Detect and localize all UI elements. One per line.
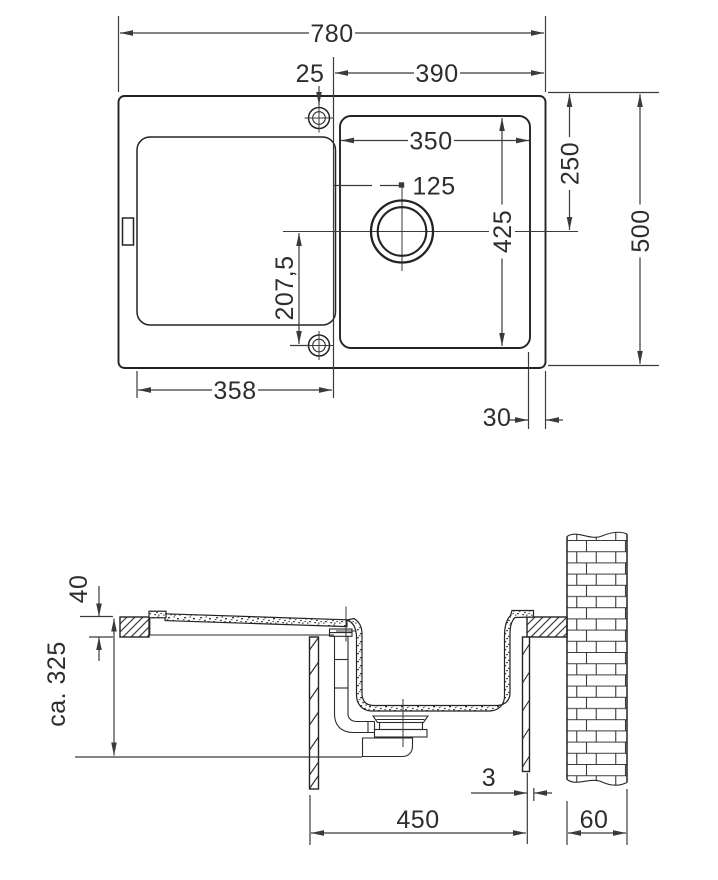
dim-tap-offset-label: 25 bbox=[295, 60, 325, 88]
dim-drain-to-tap bbox=[271, 233, 311, 346]
dim-wall-thickness-label: 60 bbox=[579, 806, 609, 834]
dim-cabinet-depth bbox=[310, 795, 526, 845]
dim-overall-width-label: 780 bbox=[310, 20, 354, 48]
dim-overall-width bbox=[120, 20, 544, 48]
countertop-section-right bbox=[527, 617, 567, 637]
section-view bbox=[43, 532, 627, 845]
dim-drainboard-width-label: 358 bbox=[213, 377, 257, 405]
dim-wall-gap bbox=[471, 764, 552, 844]
dim-bowl-width-label: 350 bbox=[409, 127, 453, 156]
dim-wall-thickness bbox=[567, 789, 627, 845]
dim-bowl-length bbox=[489, 118, 517, 346]
dim-counter-thickness bbox=[65, 575, 113, 661]
sink-deck-section bbox=[165, 614, 347, 627]
dim-drain-offset-label: 125 bbox=[412, 172, 456, 201]
dim-edge-gap bbox=[483, 404, 563, 432]
dim-top-to-drain-label: 250 bbox=[556, 141, 585, 186]
dim-bowl-length-label: 425 bbox=[489, 209, 517, 254]
dim-install-height-label: ca. 325 bbox=[43, 641, 71, 727]
tap-hole-top bbox=[305, 104, 334, 133]
bowl-section bbox=[347, 611, 534, 712]
cabinet-panel-right bbox=[523, 637, 530, 772]
dim-overall-depth-label: 500 bbox=[627, 209, 655, 253]
dim-drainboard-width bbox=[138, 377, 332, 405]
dim-install-height bbox=[43, 619, 114, 756]
drainboard-edge-tab bbox=[123, 218, 134, 245]
dim-overall-depth bbox=[627, 94, 655, 364]
overflow-pipe bbox=[330, 629, 375, 733]
dim-tap-offset bbox=[296, 60, 325, 105]
dim-counter-thickness-label: 40 bbox=[65, 574, 93, 604]
dim-edge-gap-label: 30 bbox=[482, 404, 512, 432]
dim-drain-to-tap-label: 207,5 bbox=[271, 255, 299, 321]
dim-drain-offset bbox=[334, 173, 456, 201]
dim-bowl-width bbox=[341, 128, 529, 156]
dim-right-width-label: 390 bbox=[415, 60, 459, 88]
dim-wall-gap-label: 3 bbox=[481, 764, 497, 792]
brick-wall bbox=[567, 532, 627, 785]
drain-trap-body bbox=[363, 738, 413, 757]
sink-rim-left bbox=[149, 611, 166, 618]
countertop-section-left bbox=[120, 617, 149, 637]
dim-right-width bbox=[335, 60, 544, 88]
dim-top-to-drain bbox=[557, 94, 585, 230]
cabinet-panel-left bbox=[310, 637, 319, 789]
dim-cabinet-depth-label: 450 bbox=[396, 806, 440, 834]
top-view bbox=[119, 16, 660, 432]
